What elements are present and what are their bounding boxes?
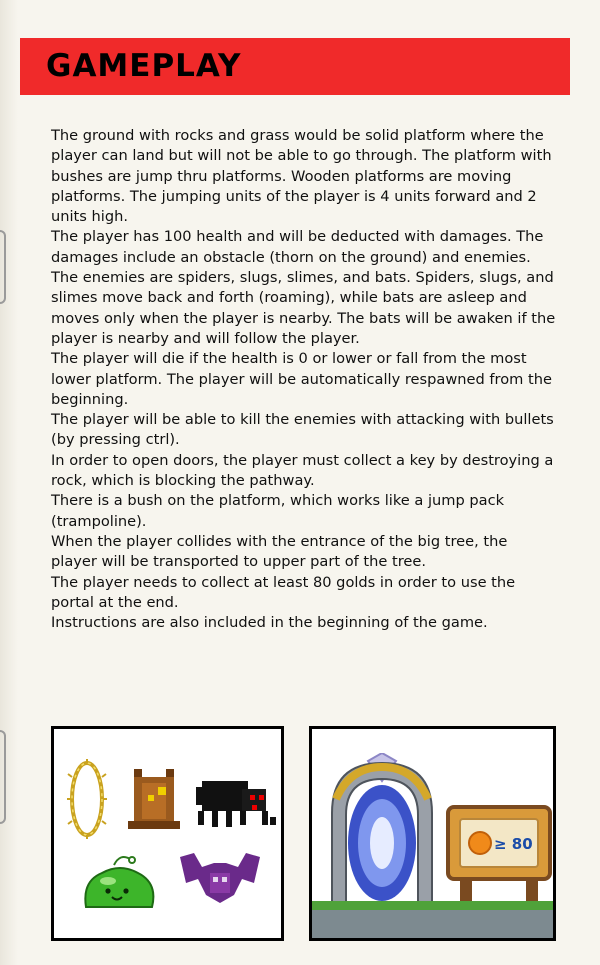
paragraph: When the player collides with the entrance of the big tree, the player will be transported to upper part of the tree. [51,532,508,571]
portal-icon [322,753,442,913]
sign-icon [446,801,552,911]
paragraph: In order to open doors, the player must collect a key by destroying a rock, which is blocking the pathway. [51,451,554,490]
binder-ring [0,230,6,304]
binder-ring [0,730,6,824]
paragraph: There is a bush on the platform, which works like a jump pack (trampoline). [51,492,505,530]
paragraph: The player will be able to kill the enemies with attacking with bullets (by pressing ctrl). [51,411,554,449]
paragraph: The player has 100 health and will be deducted with damages. The damages include an obstacle (thorn on the ground) and enemies. [51,228,544,266]
slug-icon [128,769,180,831]
portal-panel [309,726,556,941]
bat-icon [180,853,260,907]
paragraph: The player will die if the health is 0 or lower or fall from the most lower platform. The player will be automatically respawned from the beginning. [51,350,552,408]
paragraph: The player needs to collect at least 80 golds in order to use the portal at the end. [51,573,516,611]
paragraph: Instructions are also included in the beginning of the game. [51,614,488,632]
page-title: GAMEPLAY [46,48,242,84]
thorn-ring-icon [66,757,108,841]
slime-icon [80,851,160,915]
section-header [20,38,570,95]
gold-requirement-label: ≥ 80 [494,835,533,853]
paragraph: The ground with rocks and grass would be solid platform where the player can land but will not be able to go through. The platform with bushes are jump thru platforms. Wooden platforms are moving platforms. The jumping units of the player is 4 units forward and 2 units high. [51,127,552,226]
grass-ground [312,901,553,938]
paragraph: The enemies are spiders, slugs, slimes, and bats. Spiders, slugs, and slimes move back and forth (roaming), while bats are asleep and moves only when the player is nearby. The bats will be awaken if the player is nearby and will follow the player. [51,269,556,347]
enemies-panel [51,726,284,941]
gameplay-description [51,126,556,633]
spider-icon [192,775,278,829]
